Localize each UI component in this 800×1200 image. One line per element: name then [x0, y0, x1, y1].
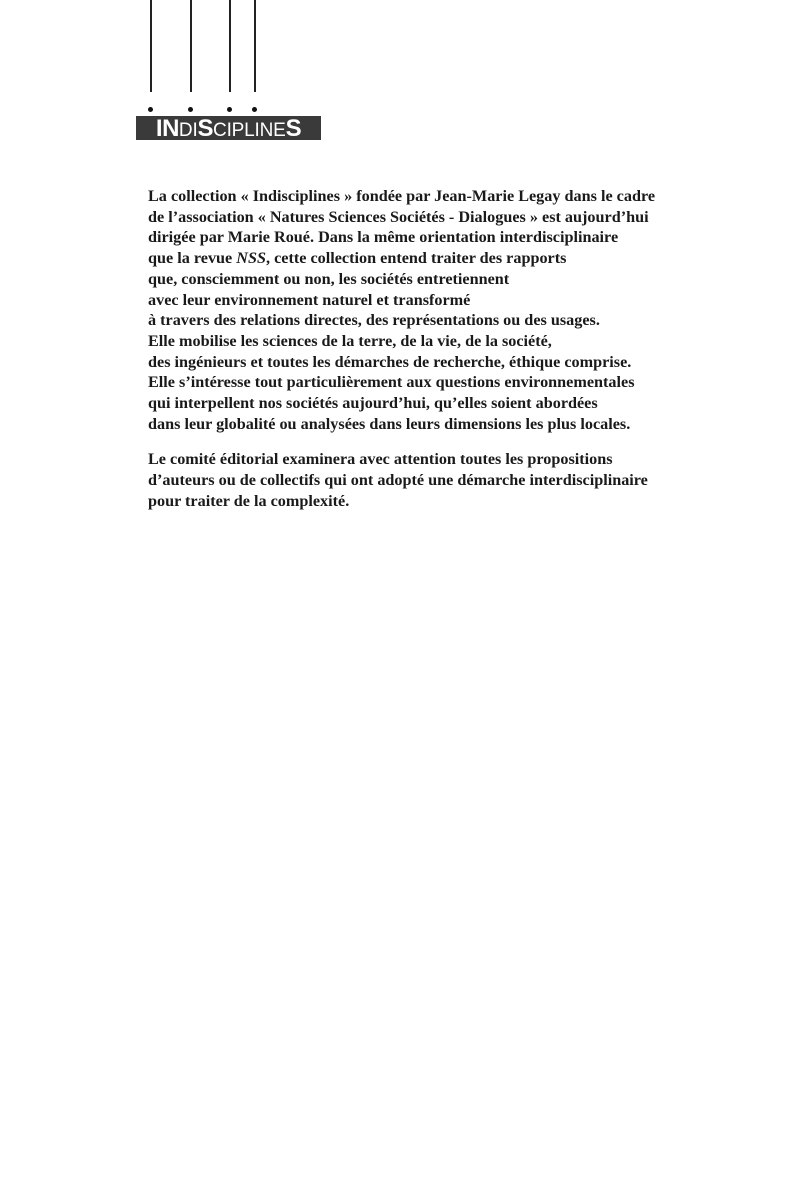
text-line	[148, 331, 648, 352]
logo-part: DI	[178, 120, 198, 141]
text-line	[148, 352, 648, 373]
text-segment: dans leur globalité ou analysées dans leurs dimensions les plus locales.	[148, 414, 631, 433]
logo-part: S	[197, 115, 214, 142]
text-line	[148, 414, 648, 435]
text-line	[148, 269, 648, 290]
logo-dot	[227, 107, 232, 112]
text-segment: Elle mobilise les sciences de la terre, de la vie, de la société,	[148, 331, 552, 350]
text-segment: qui interpellent nos sociétés aujourd’hui, qu’elles soient abordées	[148, 394, 598, 413]
logo-line	[190, 0, 192, 92]
paragraph-intro	[148, 186, 656, 434]
text-segment: que, consciemment ou non, les sociétés entretiennent	[148, 269, 510, 288]
logo-line	[254, 0, 256, 92]
text-line	[148, 207, 648, 228]
collection-description	[148, 186, 656, 512]
logo-part: CIPLINE	[213, 120, 286, 141]
text-line	[148, 290, 648, 311]
logo-line	[150, 0, 152, 92]
text-line	[148, 491, 648, 512]
text-line	[148, 186, 656, 207]
text-segment: que la revue	[148, 249, 237, 268]
text-line	[148, 449, 648, 470]
logo-part: IN	[155, 115, 179, 142]
text-line	[148, 393, 648, 414]
text-line	[148, 310, 648, 331]
logo-wordmark	[136, 116, 321, 140]
text-segment: de l’association « Natures Sciences Sociétés - Dialogues » est aujourd’hui	[148, 207, 649, 226]
logo-line	[229, 0, 231, 92]
text-segment: à travers des relations directes, des représentations ou des usages.	[148, 311, 600, 330]
text-segment: , cette collection entend traiter des rapports	[265, 249, 567, 268]
text-segment: La collection « Indisciplines » fondée par Jean-Marie Legay dans le cadre	[148, 187, 656, 205]
text-segment: pour traiter de la complexité.	[148, 491, 350, 510]
text-line	[148, 372, 648, 393]
text-line	[148, 227, 648, 248]
logo-part: S	[285, 115, 302, 142]
journal-name: NSS	[236, 249, 266, 268]
collection-logo	[0, 0, 340, 150]
text-segment: Le comité éditorial examinera avec attention toutes les propositions	[148, 450, 613, 469]
text-segment: des ingénieurs et toutes les démarches de recherche, éthique comprise.	[148, 352, 632, 371]
text-line	[148, 248, 648, 269]
text-line	[148, 470, 648, 491]
logo-dot	[252, 107, 257, 112]
text-segment: d’auteurs ou de collectifs qui ont adopté une démarche interdisciplinaire	[148, 471, 648, 490]
paragraph-editorial	[148, 449, 648, 511]
logo-dot	[188, 107, 193, 112]
text-segment: avec leur environnement naturel et transformé	[148, 290, 471, 309]
text-segment: dirigée par Marie Roué. Dans la même orientation interdisciplinaire	[148, 228, 619, 247]
logo-dot	[148, 107, 153, 112]
text-segment: Elle s’intéresse tout particulièrement aux questions environnementales	[148, 373, 635, 392]
